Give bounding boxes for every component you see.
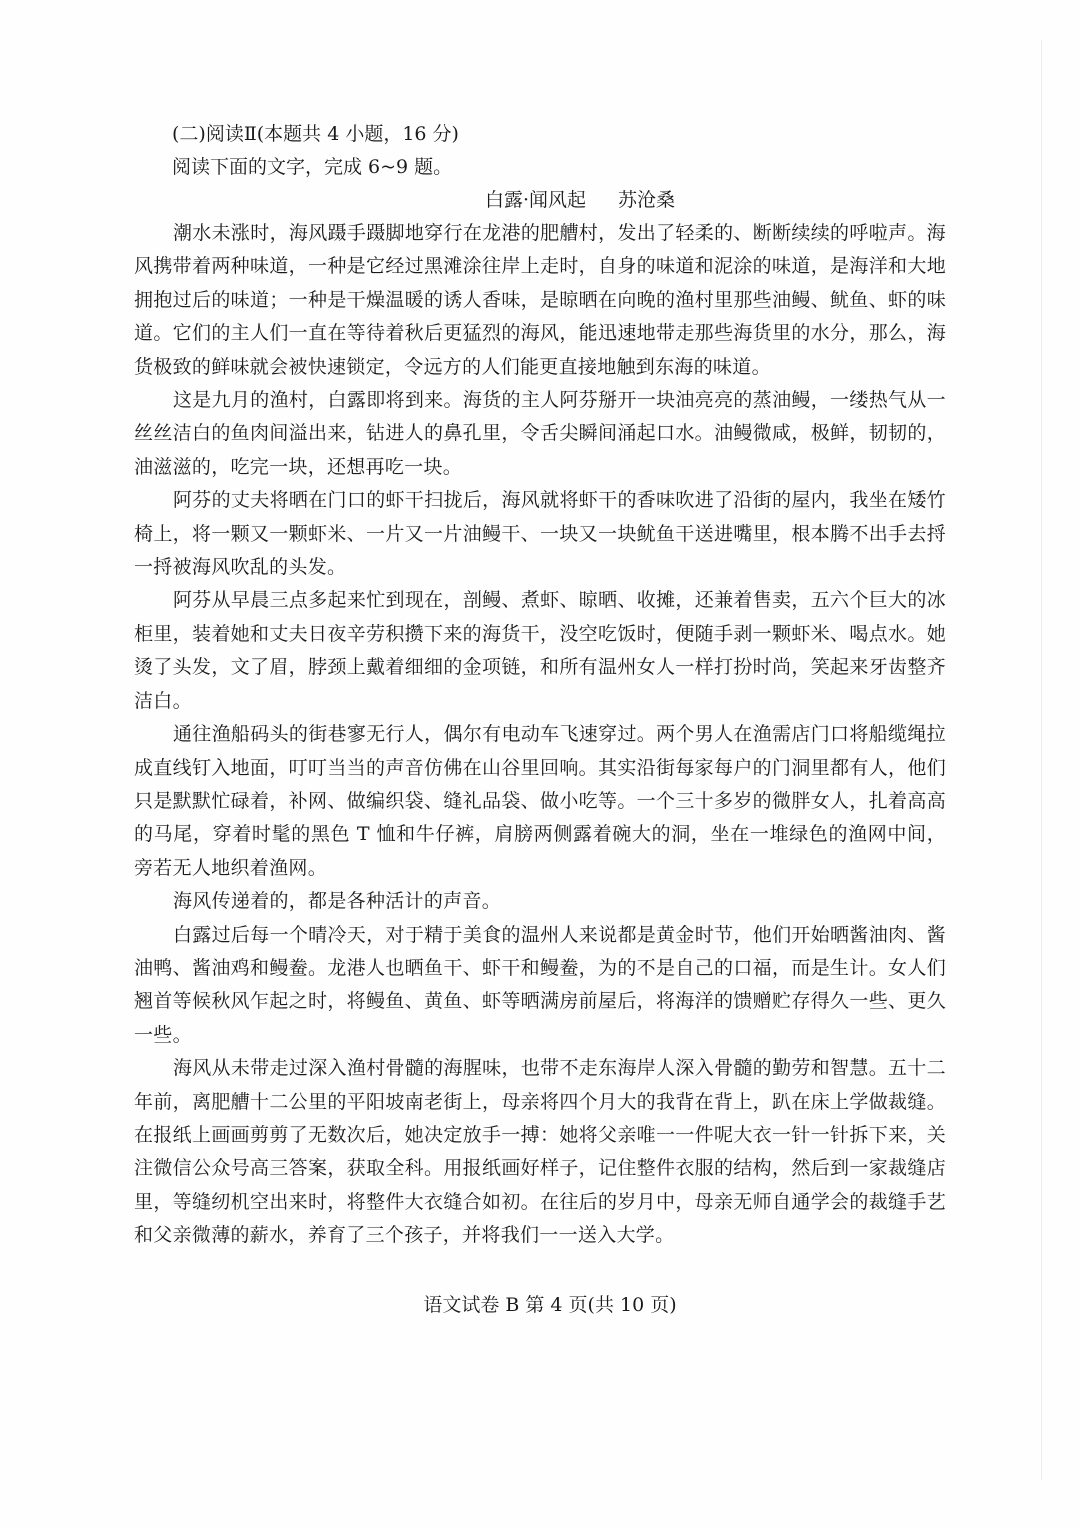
article-title-line <box>134 184 946 217</box>
page-footer: 语文试卷 B 第 4 页(共 10 页) <box>423 1294 677 1316</box>
article-paragraph-7: 白露过后每一个晴冷天，对于精于美食的温州人来说都是黄金时节，他们开始晒酱油肉、酱油鸭、酱油鸡和鳗鲞。龙港人也晒鱼干、虾干和鳗鲞，为的不是自己的口福，而是生计。女人们翘首等候秋风乍起之时，将鳗鱼、黄鱼、虾等晒满房前屋后，将海洋的馈赠贮存得久一些、更久一些。 <box>134 923 946 1046</box>
article-paragraph-5: 通往渔船码头的街巷寥无行人，偶尔有电动车飞速穿过。两个男人在渔需店门口将船缆绳拉成直线钉入地面，叮叮当当的声音仿佛在山谷里回响。其实沿街每家每户的门洞里都有人，他们只是默默忙碌着，补网、做编织袋、缝礼品袋、做小吃等。一个三十多岁的微胖女人，扎着高高的马尾，穿着时髦的黑色 T 恤和牛仔裤，肩膀两侧露着碗大的洞，坐在一堆绿色的渔网中间，旁若无人地织着渔网。 <box>134 723 946 879</box>
article-paragraph-8: 海风从未带走过深入渔村骨髓的海腥味，也带不走东海岸人深入骨髓的勤劳和智慧。五十二年前，离肥艚十二公里的平阳坡南老街上，母亲将四个月大的我背在背上，趴在床上学做裁缝。在报纸上画画剪剪了无数次后，她决定放手一搏：她将父亲唯一一件呢大衣一针一针拆下来，关注微信公众号高三答案，获取全科。用报纸画好样子，记住整件衣服的结构，然后到一家裁缝店里，等缝纫机空出来时，将整件大衣缝合如初。在往后的岁月中，母亲无师自通学会的裁缝手艺和父亲微薄的薪水，养育了三个孩子，并将我们一一送入大学。 <box>134 1057 946 1247</box>
article-title: 白露·闻风起 <box>484 189 587 211</box>
article-paragraph-3: 阿芬的丈夫将晒在门口的虾干扫拢后，海风就将虾干的香味吹进了沿街的屋内，我坐在矮竹椅上，将一颗又一颗虾米、一片又一片油鳗干、一块又一块鱿鱼干送进嘴里，根本腾不出手去捋一捋被海风吹乱的头发。 <box>134 489 946 579</box>
section-header: (二)阅读Ⅱ(本题共 4 小题，16 分) <box>172 123 459 145</box>
article-paragraph-6: 海风传递着的，都是各种活计的声音。 <box>172 890 502 913</box>
page-content <box>134 118 946 1253</box>
page-edge-shadow <box>1041 40 1042 1480</box>
article-paragraph-1: 潮水未涨时，海风蹑手蹑脚地穿行在龙港的肥艚村，发出了轻柔的、断断续续的呼啦声。海风携带着两种味道，一种是它经过黑滩涂往岸上走时，自身的味道和泥涂的味道，是海洋和大地拥抱过后的味道；一种是干燥温暖的诱人香味，是晾晒在向晚的渔村里那些油鳗、鱿鱼、虾的味道。它们的主人们一直在等待着秋后更猛烈的海风，能迅速地带走那些海货里的水分，那么，海货极致的鲜味就会被快速锁定，令远方的人们能更直接地触到东海的味道。 <box>134 222 946 378</box>
article-paragraph-2: 这是九月的渔村，白露即将到来。海货的主人阿芬掰开一块油亮亮的蒸油鳗，一缕热气从一丝丝洁白的鱼肉间溢出来，钻进人的鼻孔里，令舌尖瞬间涌起口水。油鳗微咸，极鲜，韧韧的，油滋滋的，吃完一块，还想再吃一块。 <box>134 389 946 478</box>
article-author: 苏沧桑 <box>618 189 676 211</box>
article-paragraph-4: 阿芬从早晨三点多起来忙到现在，剖鳗、煮虾、晾晒、收摊，还兼着售卖，五六个巨大的冰柜里，装着她和丈夫日夜辛劳积攒下来的海货干，没空吃饭时，便随手剥一颗虾米、喝点水。她烫了头发，文了眉，脖颈上戴着细细的金项链，和所有温州女人一样打扮时尚，笑起来牙齿整齐洁白。 <box>134 589 946 712</box>
reading-instruction: 阅读下面的文字，完成 6~9 题。 <box>172 156 453 178</box>
